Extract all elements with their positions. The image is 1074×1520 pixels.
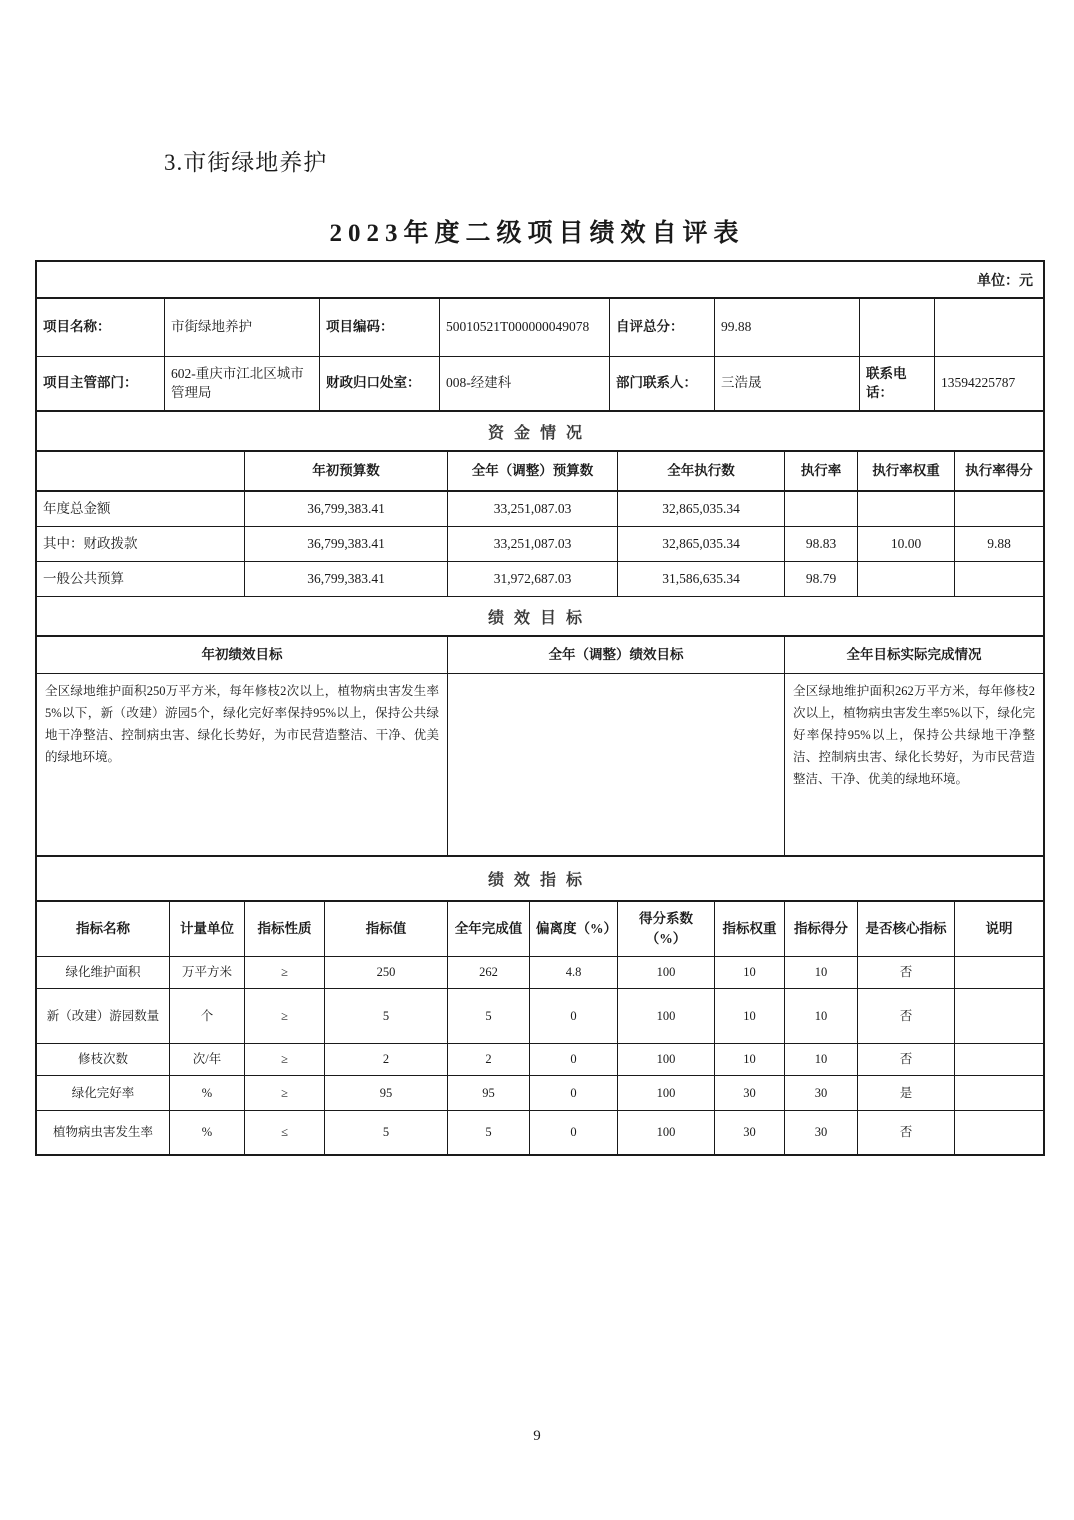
indicator-header-cell: 是否核心指标 <box>858 902 955 956</box>
funding-cell <box>858 492 955 526</box>
indicator-cell: 30 <box>785 1111 858 1154</box>
funding-cell: 98.79 <box>785 562 858 596</box>
funding-row-fiscal <box>37 527 1043 562</box>
targets-header-row <box>37 637 1043 674</box>
project-code-value: 50010521T000000049078 <box>440 299 610 356</box>
funding-cell: 31,586,635.34 <box>618 562 785 596</box>
initial-target-text: 全区绿地维护面积250万平方米，每年修枝2次以上，植物病虫害发生率5%以下，新（改建）游园5个，绿化完好率保持95%以上，保持公共绿地干净整洁、控制病虫害、绿化长势好，为市民营造整洁、干净、优美的绿地环境。 <box>37 674 448 855</box>
evaluation-table <box>35 260 1045 1156</box>
funding-row-label: 年度总金额 <box>37 492 245 526</box>
indicator-cell: 0 <box>530 989 618 1043</box>
indicator-cell: 修枝次数 <box>37 1044 170 1075</box>
funding-cell: 36,799,383.41 <box>245 527 448 561</box>
funding-cell: 33,251,087.03 <box>448 492 618 526</box>
table-row-project-info <box>37 299 1043 357</box>
funding-cell: 98.83 <box>785 527 858 561</box>
indicator-row-pruning <box>37 1044 1043 1076</box>
indicator-cell: 100 <box>618 1111 715 1154</box>
department-label: 项目主管部门： <box>37 357 165 410</box>
indicator-header-cell: 指标名称 <box>37 902 170 956</box>
project-name-value: 市街绿地养护 <box>165 299 320 356</box>
funding-cell: 36,799,383.41 <box>245 492 448 526</box>
targets-header-cell: 全年（调整）绩效目标 <box>448 637 785 673</box>
indicator-cell: 100 <box>618 989 715 1043</box>
indicator-cell: 100 <box>618 1076 715 1110</box>
contact-person-label: 部门联系人： <box>610 357 715 410</box>
indicator-header-cell: 说明 <box>985 920 1013 936</box>
page-number: 9 <box>533 1428 541 1444</box>
empty-cell <box>860 299 935 356</box>
indicator-cell: 否 <box>858 957 955 988</box>
indicator-cell: 95 <box>448 1076 530 1110</box>
funding-header-cell: 全年执行数 <box>618 452 785 490</box>
indicator-cell: 否 <box>858 1044 955 1075</box>
indicator-cell: 否 <box>858 1111 955 1154</box>
indicator-cell: 是 <box>858 1076 955 1110</box>
adjusted-target-text <box>448 674 785 855</box>
indicator-cell: 30 <box>715 1076 785 1110</box>
funding-cell: 10.00 <box>858 527 955 561</box>
indicator-cell: 262 <box>448 957 530 988</box>
indicator-cell: % <box>170 1076 245 1110</box>
funding-cell: 31,972,687.03 <box>448 562 618 596</box>
indicator-row-new-parks <box>37 989 1043 1044</box>
indicator-cell <box>955 957 1043 988</box>
indicator-row-pest-rate <box>37 1111 1043 1154</box>
targets-section-title: 绩效目标 <box>37 597 1043 637</box>
contact-person-value: 三浩晟 <box>715 357 860 410</box>
indicator-cell <box>955 989 1043 1043</box>
indicator-cell: 5 <box>325 989 448 1043</box>
indicator-cell: 绿化完好率 <box>37 1076 170 1110</box>
indicator-cell: 2 <box>325 1044 448 1075</box>
indicator-header-cell: 指标得分 <box>785 902 858 956</box>
indicator-cell: 次/年 <box>170 1044 245 1075</box>
self-score-label: 自评总分： <box>610 299 715 356</box>
indicator-cell: ≥ <box>245 1044 325 1075</box>
indicators-header-row <box>37 902 1043 957</box>
indicator-cell: 10 <box>715 957 785 988</box>
indicator-header-cell: 指标值 <box>325 902 448 956</box>
funding-cell: 9.88 <box>987 535 1011 551</box>
funding-header-cell: 执行率权重 <box>858 452 955 490</box>
indicator-cell: 个 <box>170 989 245 1043</box>
indicator-header-cell: 指标权重 <box>715 902 785 956</box>
indicator-cell: ≥ <box>245 1076 325 1110</box>
indicator-header-cell: 计量单位 <box>170 902 245 956</box>
funding-section-title: 资金情况 <box>37 412 1043 452</box>
indicator-cell: 5 <box>448 1111 530 1154</box>
indicator-cell: 新（改建）游园数量 <box>37 989 170 1043</box>
department-value: 602-重庆市江北区城市管理局 <box>165 357 320 410</box>
funding-cell: 32,865,035.34 <box>618 492 785 526</box>
indicator-cell: 4.8 <box>530 957 618 988</box>
indicator-cell: 5 <box>448 989 530 1043</box>
phone-value: 13594225787 <box>941 375 1016 391</box>
indicator-cell <box>955 1044 1043 1075</box>
indicator-cell: ≤ <box>245 1111 325 1154</box>
indicator-cell: 0 <box>530 1111 618 1154</box>
funding-cell <box>858 562 955 596</box>
indicators-section-title: 绩效指标 <box>37 857 1043 902</box>
section-heading: 3.市街绿地养护 <box>164 150 328 175</box>
funding-cell: 32,865,035.34 <box>618 527 785 561</box>
indicator-cell: 植物病虫害发生率 <box>37 1111 170 1154</box>
indicator-row-green-area <box>37 957 1043 989</box>
funding-row-total <box>37 492 1043 527</box>
funding-header-cell: 执行率得分 <box>965 462 1033 478</box>
indicator-cell: 100 <box>618 957 715 988</box>
indicator-cell <box>955 1111 1043 1154</box>
table-row-department-info <box>37 357 1043 412</box>
indicator-cell: ≥ <box>245 957 325 988</box>
indicator-header-cell: 指标性质 <box>245 902 325 956</box>
indicator-header-cell: 偏离度（%） <box>530 902 618 956</box>
funding-row-label: 其中：财政拨款 <box>37 527 245 561</box>
indicator-cell: 绿化维护面积 <box>37 957 170 988</box>
indicator-cell: 否 <box>858 989 955 1043</box>
finance-office-label: 财政归口处室： <box>320 357 440 410</box>
funding-header-cell: 年初预算数 <box>245 452 448 490</box>
indicator-cell: 10 <box>785 989 858 1043</box>
project-code-label: 项目编码： <box>320 299 440 356</box>
indicator-header-cell: 得分系数（%） <box>618 902 715 956</box>
project-name-label: 项目名称： <box>37 299 165 356</box>
indicator-cell: 100 <box>618 1044 715 1075</box>
funding-cell <box>955 492 1043 526</box>
indicator-cell: 30 <box>715 1111 785 1154</box>
indicator-cell: 万平方米 <box>170 957 245 988</box>
finance-office-value: 008-经建科 <box>440 357 610 410</box>
empty-cell <box>935 299 1043 356</box>
funding-header-cell: 全年（调整）预算数 <box>448 452 618 490</box>
funding-cell <box>955 562 1043 596</box>
targets-header-cell: 全年目标实际完成情况 <box>846 646 982 662</box>
indicator-header-cell: 全年完成值 <box>448 902 530 956</box>
indicator-cell: 10 <box>785 1044 858 1075</box>
indicator-cell: 10 <box>715 1044 785 1075</box>
self-score-value: 99.88 <box>715 299 860 356</box>
indicator-cell <box>955 1076 1043 1110</box>
actual-completion-text: 全区绿地维护面积262万平方米，每年修枝2次以上，植物病虫害发生率5%以下，绿化完好率保持95%以上，保持公共绿地干净整洁、控制病虫害、绿化长势好，为市民营造整洁、干净、优美的绿地环境。 <box>793 684 1035 786</box>
funding-header-row <box>37 452 1043 492</box>
indicator-cell: 2 <box>448 1044 530 1075</box>
funding-cell: 33,251,087.03 <box>448 527 618 561</box>
indicator-cell: 5 <box>325 1111 448 1154</box>
unit-note: 单位：元 <box>37 262 1043 299</box>
funding-header-cell <box>37 452 245 490</box>
funding-row-label: 一般公共预算 <box>37 562 245 596</box>
funding-cell <box>785 492 858 526</box>
targets-body-row <box>37 674 1043 857</box>
funding-row-public-budget <box>37 562 1043 597</box>
indicator-row-green-rate <box>37 1076 1043 1111</box>
indicator-cell: 0 <box>530 1076 618 1110</box>
targets-header-cell: 年初绩效目标 <box>37 637 448 673</box>
indicator-cell: ≥ <box>245 989 325 1043</box>
funding-cell: 36,799,383.41 <box>245 562 448 596</box>
indicator-cell: 10 <box>715 989 785 1043</box>
indicator-cell: % <box>170 1111 245 1154</box>
indicator-cell: 30 <box>785 1076 858 1110</box>
indicator-cell: 95 <box>325 1076 448 1110</box>
phone-label: 联系电话： <box>860 357 935 410</box>
indicator-cell: 0 <box>530 1044 618 1075</box>
funding-header-cell: 执行率 <box>785 452 858 490</box>
document-title: 2023年度二级项目绩效自评表 <box>329 220 745 247</box>
indicator-cell: 10 <box>785 957 858 988</box>
indicator-cell: 250 <box>325 957 448 988</box>
